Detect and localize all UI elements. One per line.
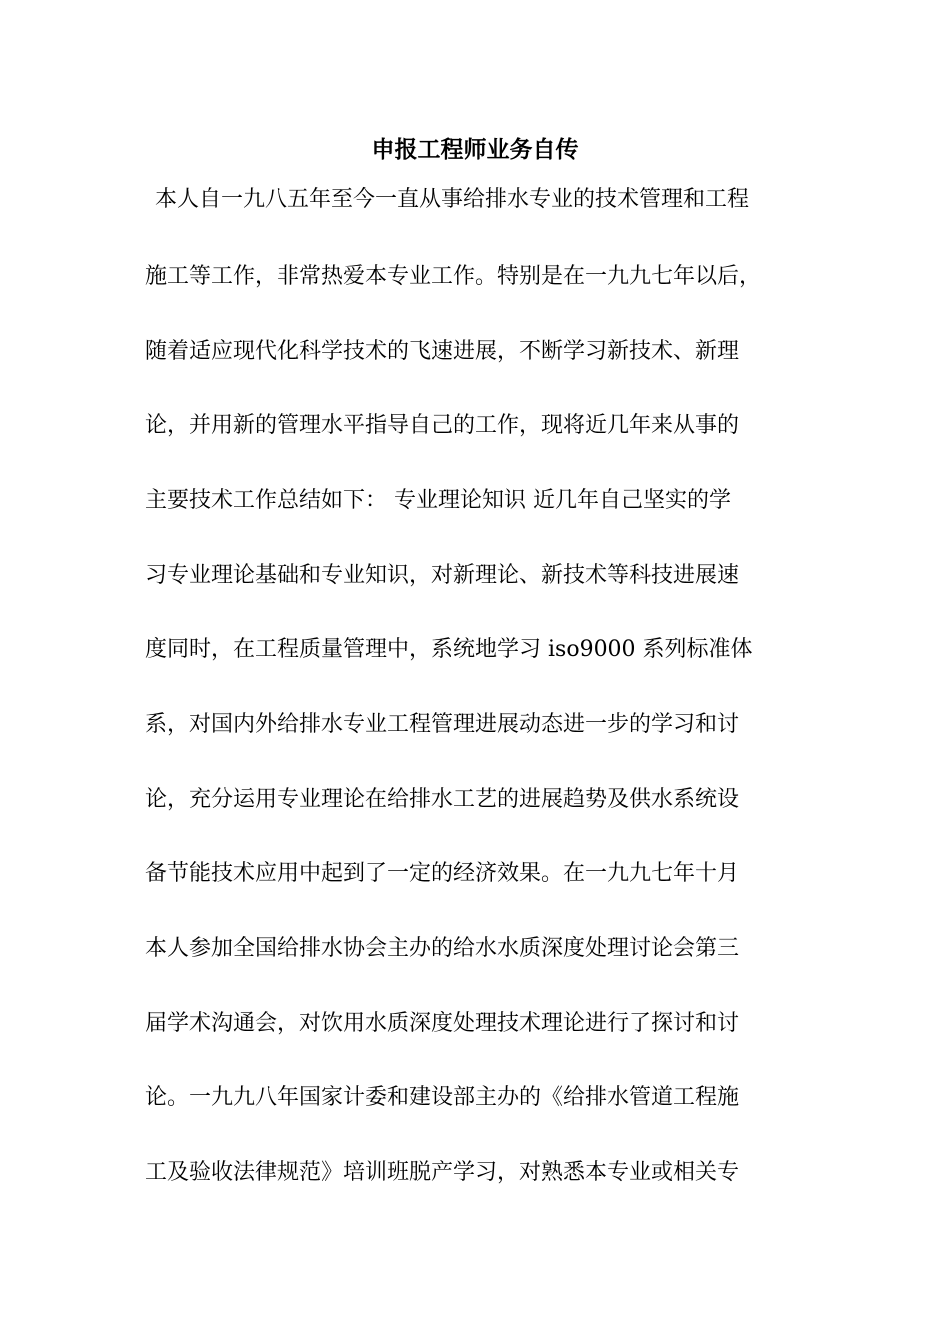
body-line-8: 系，对国内外给排水专业工程管理进展动态进一步的学习和讨 (145, 712, 740, 737)
body-line-6: 习专业理论基础和专业知识，对新理论、新技术等科技进展速 (145, 563, 740, 588)
body-line-3: 随着适应现代化科学技术的飞速进展，不断学习新技术、新理 (145, 339, 740, 364)
document-title: 申报工程师业务自传 (371, 136, 579, 163)
body-line-1: 本人自一九八五年至今一直从事给排水专业的技术管理和工程 (155, 187, 750, 212)
body-line-10: 备节能技术应用中起到了一定的经济效果。在一九九七年十月 (145, 861, 740, 886)
body-line-7: 度同时，在工程质量管理中，系统地学习 iso9000 系列标准体 (145, 637, 753, 662)
body-line-11: 本人参加全国给排水协会主办的给水水质深度处理讨论会第三 (145, 936, 740, 961)
body-line-4: 论，并用新的管理水平指导自己的工作，现将近几年来从事的 (145, 413, 740, 438)
body-line-14: 工及验收法律规范》培训班脱产学习，对熟悉本专业或相关专 (145, 1160, 740, 1185)
body-line-9: 论，充分运用专业理论在给排水工艺的进展趋势及供水系统设 (145, 787, 740, 812)
body-line-2: 施工等工作，非常热爱本专业工作。特别是在一九九七年以后， (145, 264, 762, 289)
body-line-5: 主要技术工作总结如下： 专业理论知识 近几年自己坚实的学 (145, 488, 731, 513)
body-line-13: 论。一九九八年国家计委和建设部主办的《给排水管道工程施 (145, 1085, 740, 1110)
body-line-12: 届学术沟通会，对饮用水质深度处理技术理论进行了探讨和讨 (145, 1011, 740, 1036)
